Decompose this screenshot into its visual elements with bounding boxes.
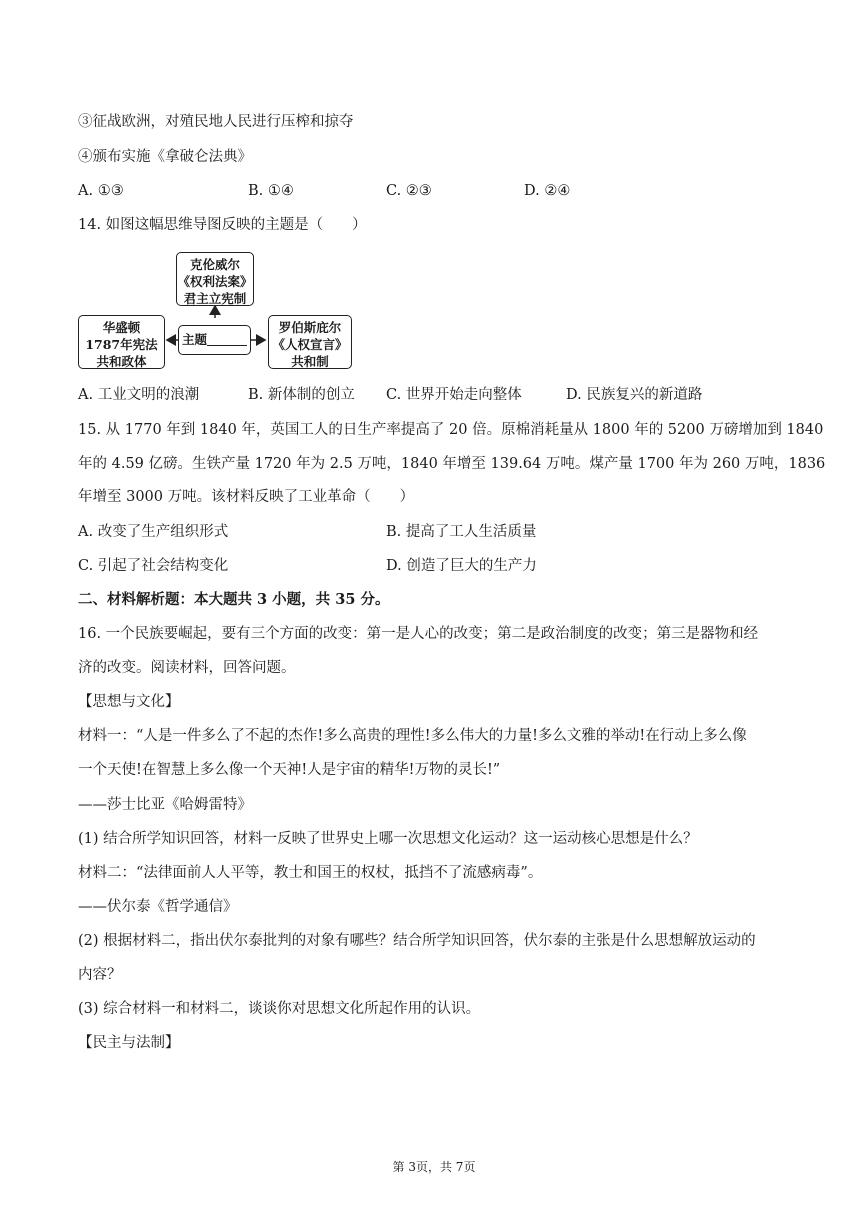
diagram-node-left	[78, 315, 165, 369]
node-left-line-2: 1787年宪法	[85, 337, 158, 352]
diagram-node-center	[178, 325, 251, 355]
q16-intro-line-1: 16. 一个民族要崛起，要有三个方面的改变：第一是人心的改变；第二是政治制度的改变；第三是器物和经	[78, 626, 759, 642]
q15-stem-line-1: 15. 从 1770 年到 1840 年，英国工人的日生产率提高了 20 倍。原棉消耗量从 1800 年的 5200 万磅增加到 1840	[78, 422, 824, 438]
q16-source-2: ——伏尔泰《哲学通信》	[78, 899, 238, 915]
q14-stem: 14. 如图这幅思维导图反映的主题是（ ）	[78, 217, 367, 233]
node-left-line-1: 华盛顿	[102, 320, 141, 335]
page-number: 第 3页，共 7页	[392, 1160, 476, 1174]
q16-subsection-democracy: 【民主与法制】	[78, 1035, 180, 1051]
q14-option-d[interactable]: D. 民族复兴的新道路	[566, 387, 703, 403]
q16-subsection-thought: 【思想与文化】	[78, 694, 180, 710]
q13-statement-3: ③征战欧洲，对殖民地人民进行压榨和掠夺	[78, 114, 354, 130]
q15-option-c[interactable]: C. 引起了社会结构变化	[78, 558, 229, 574]
q15-option-b[interactable]: B. 提高了工人生活质量	[386, 524, 537, 540]
q13-statement-4: ④颁布实施《拿破仑法典》	[78, 149, 252, 165]
node-right-line-2: 《人权宣言》	[272, 337, 348, 352]
q15-stem-line-2: 年的 4.59 亿磅。生铁产量 1720 年为 2.5 万吨，1840 年增至 139.64 万吨。煤产量 1700 年为 260 万吨，1836	[78, 456, 826, 472]
q16-intro-line-2: 济的改变。阅读材料，回答问题。	[78, 660, 296, 676]
q15-option-a[interactable]: A. 改变了生产组织形式	[78, 524, 229, 540]
q16-material-1-line-1: 材料一：“人是一件多么了不起的杰作!多么高贵的理性!多么伟大的力量!多么文雅的举动!在行动上多么像	[78, 728, 747, 744]
node-top-line-1: 克伦威尔	[189, 257, 240, 272]
q16-question-2-line-2: 内容？	[78, 967, 122, 983]
q14-option-b[interactable]: B. 新体制的创立	[248, 387, 355, 403]
q14-option-c[interactable]: C. 世界开始走向整体	[386, 387, 522, 403]
blank-line	[207, 332, 247, 346]
node-right-line-3: 共和制	[291, 354, 329, 369]
q13-option-b[interactable]: B. ①④	[248, 183, 294, 199]
q16-question-1: (1) 结合所学知识回答，材料一反映了世界史上哪一次思想文化运动？这一运动核心思想是什么？	[78, 831, 698, 847]
node-center-label: 主题	[181, 332, 207, 347]
q16-material-1-line-2: 一个天使!在智慧上多么像一个天神!人是宇宙的精华!万物的灵长!”	[78, 762, 501, 778]
node-top-line-3: 君主立宪制	[183, 291, 247, 306]
q14-option-a[interactable]: A. 工业文明的浪潮	[78, 387, 200, 403]
q15-option-d[interactable]: D. 创造了巨大的生产力	[386, 558, 537, 574]
diagram-node-right	[268, 315, 352, 369]
q15-stem-line-3: 年增至 3000 万吨。该材料反映了工业革命（ ）	[78, 489, 415, 505]
q16-question-3: (3) 综合材料一和材料二，谈谈你对思想文化所起作用的认识。	[78, 1001, 481, 1017]
node-top-line-2: 《权利法案》	[177, 274, 253, 289]
q16-material-2: 材料二：“法律面前人人平等，教士和国王的权杖，抵挡不了流感病毒”。	[78, 865, 543, 881]
q13-option-a[interactable]: A. ①③	[78, 183, 124, 199]
node-left-line-3: 共和政体	[96, 354, 147, 369]
section-2-heading: 二、材料解析题：本大题共 3 小题，共 35 分。	[78, 591, 390, 608]
q13-option-d[interactable]: D. ②④	[524, 183, 571, 199]
q13-option-c[interactable]: C. ②③	[386, 183, 432, 199]
q16-source-1: ——莎士比亚《哈姆雷特》	[78, 797, 252, 813]
diagram-node-top	[176, 252, 254, 306]
q16-question-2-line-1: (2) 根据材料二，指出伏尔泰批判的对象有哪些？结合所学知识回答，伏尔泰的主张是什么思想解放运动的	[78, 933, 756, 949]
node-right-line-1: 罗伯斯庇尔	[278, 320, 342, 335]
